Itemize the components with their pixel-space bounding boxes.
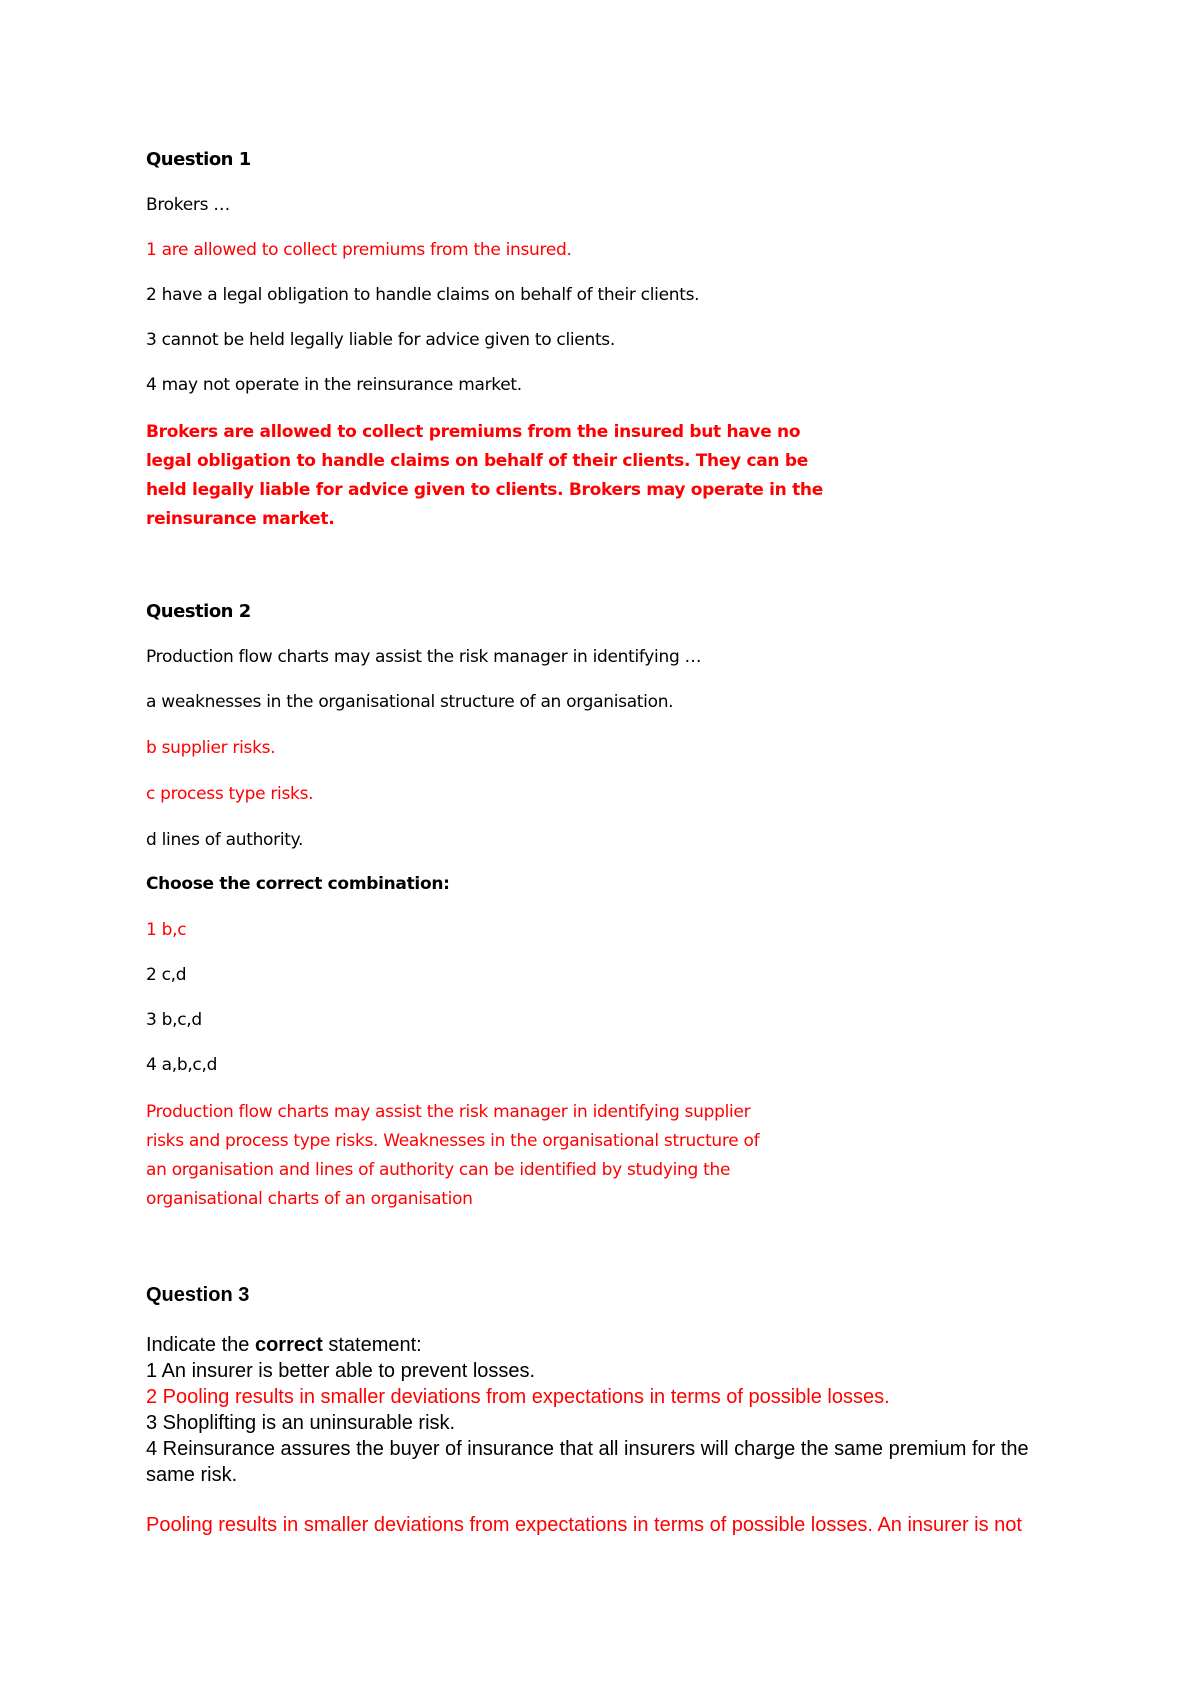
question-3-title: Question 3 — [146, 1284, 250, 1306]
question-3-stem-emphasis: correct — [254, 1334, 323, 1356]
question-3-stem-suffix: statement: — [322, 1334, 422, 1356]
question-2-option-1: 1 b,c — [146, 920, 187, 940]
question-3-stem — [146, 1332, 422, 1358]
question-2-explanation-line: risks and process type risks. Weaknesses in the organisational structure of — [146, 1131, 760, 1151]
question-2-option-4: 4 a,b,c,d — [146, 1055, 218, 1075]
question-1-option-1: 1 are allowed to collect premiums from the insured. — [146, 240, 572, 260]
question-2-explanation-line: organisational charts of an organisation — [146, 1189, 473, 1209]
question-2-statement-c: c process type risks. — [146, 784, 314, 804]
question-2-stem: Production flow charts may assist the risk manager in identifying … — [146, 647, 702, 667]
question-1-explanation-line: reinsurance market. — [146, 509, 335, 529]
question-1-explanation-line: Brokers are allowed to collect premiums from the insured but have no — [146, 422, 801, 442]
question-3-option-4-continued: same risk. — [146, 1464, 238, 1486]
question-2-statement-d: d lines of authority. — [146, 830, 304, 850]
question-2-instruction: Choose the correct combination: — [146, 874, 450, 894]
question-2-option-2: 2 c,d — [146, 965, 187, 985]
question-1-stem: Brokers … — [146, 195, 230, 215]
question-2-explanation-line: an organisation and lines of authority can be identified by studying the — [146, 1160, 731, 1180]
question-3-option-4: 4 Reinsurance assures the buyer of insurance that all insurers will charge the same premium for the — [146, 1438, 1029, 1460]
question-2-statement-a: a weaknesses in the organisational structure of an organisation. — [146, 692, 674, 712]
question-2-explanation-line: Production flow charts may assist the risk manager in identifying supplier — [146, 1102, 751, 1122]
question-3-option-3: 3 Shoplifting is an uninsurable risk. — [146, 1412, 456, 1434]
question-1-option-2: 2 have a legal obligation to handle claims on behalf of their clients. — [146, 285, 700, 305]
question-2-title: Question 2 — [146, 601, 251, 622]
question-1-title: Question 1 — [146, 149, 251, 170]
question-3-explanation-line: Pooling results in smaller deviations from expectations in terms of possible losses. An insurer is not — [146, 1514, 1022, 1536]
question-3-option-2: 2 Pooling results in smaller deviations from expectations in terms of possible losses. — [146, 1386, 890, 1408]
question-1-option-4: 4 may not operate in the reinsurance market. — [146, 375, 522, 395]
question-1-explanation-line: legal obligation to handle claims on behalf of their clients. They can be — [146, 451, 808, 471]
question-1-explanation-line: held legally liable for advice given to clients. Brokers may operate in the — [146, 480, 823, 500]
question-3-option-1: 1 An insurer is better able to prevent losses. — [146, 1360, 536, 1382]
question-3-stem-prefix: Indicate the — [146, 1334, 255, 1356]
question-1-option-3: 3 cannot be held legally liable for advice given to clients. — [146, 330, 615, 350]
question-2-statement-b: b supplier risks. — [146, 738, 276, 758]
question-2-option-3: 3 b,c,d — [146, 1010, 202, 1030]
